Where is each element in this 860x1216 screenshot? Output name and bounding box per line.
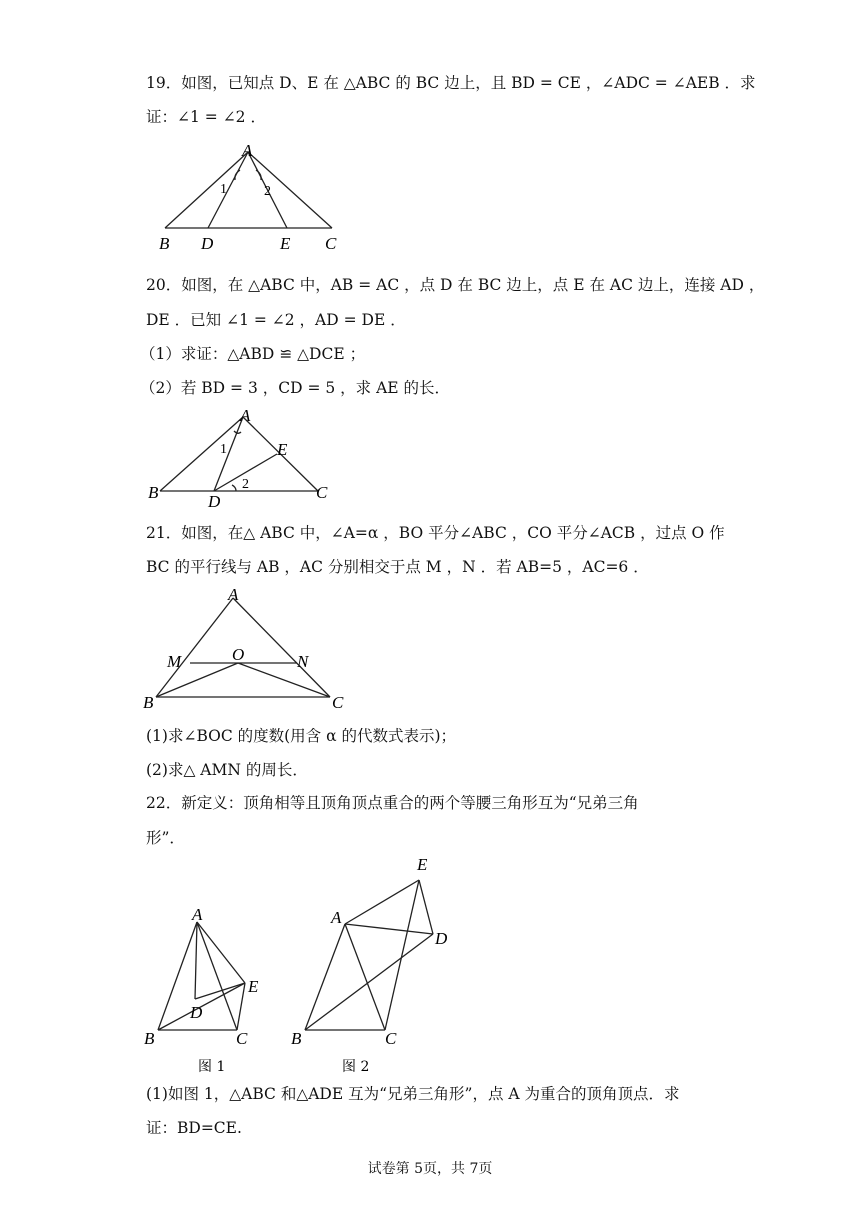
q22-fig2-label-c: C bbox=[385, 1029, 397, 1048]
q22-fig2-label-a: A bbox=[331, 908, 342, 927]
q19-label-a: A bbox=[242, 141, 253, 160]
q22-figure-1 bbox=[140, 900, 275, 1084]
q20-text-line1: 20．如图，在 △ABC 中，AB = AC ，点 D 在 BC 边上，点 E 在 AC 边上，连接 AD ， bbox=[146, 276, 765, 294]
q22-fig1-label-e: E bbox=[248, 977, 259, 996]
q22-fig1-caption: 图 1 bbox=[198, 1059, 226, 1075]
q21-text-line4: (2)求△ AMN 的周长． bbox=[146, 761, 308, 779]
q19-angle-1: 1 bbox=[220, 182, 227, 197]
q20-angle-2: 2 bbox=[242, 477, 249, 492]
q22-fig2-caption: 图 2 bbox=[342, 1059, 370, 1075]
q22-fig2-label-d: D bbox=[435, 929, 448, 948]
q19-label-b: B bbox=[159, 234, 170, 253]
q21-text-line2: BC 的平行线与 AB ，AC 分别相交于点 M ，N ．若 AB=5 ，AC=6 ． bbox=[146, 558, 649, 576]
q19-label-e: E bbox=[280, 234, 291, 253]
q19-label-c: C bbox=[325, 234, 337, 253]
q22-figure-2 bbox=[285, 850, 460, 1084]
q20-label-e: E bbox=[277, 440, 288, 459]
q20-label-c: C bbox=[316, 483, 328, 502]
q22-text-line1: 22．新定义：顶角相等且顶角顶点重合的两个等腰三角形互为“兄弟三角 bbox=[146, 794, 639, 812]
q22-fig2-label-e: E bbox=[417, 855, 428, 874]
q22-fig2-label-b: B bbox=[291, 1029, 302, 1048]
q19-figure bbox=[150, 140, 360, 259]
q20-angle-1: 1 bbox=[220, 442, 227, 457]
q22-fig1-label-c: C bbox=[236, 1029, 248, 1048]
q21-figure bbox=[140, 582, 355, 716]
q22-fig1-label-a: A bbox=[192, 905, 203, 924]
q20-text-line2: DE ．已知 ∠1 = ∠2 ，AD = DE ． bbox=[146, 311, 406, 329]
q20-label-b: B bbox=[148, 483, 159, 502]
q19-text-line2: 证：∠1 = ∠2 ． bbox=[146, 108, 266, 126]
page-footer: 试卷第 5页，共 7页 bbox=[367, 1161, 493, 1177]
q21-label-b: B bbox=[143, 693, 154, 712]
q22-text-line2: 形”． bbox=[146, 829, 185, 847]
q21-label-a: A bbox=[228, 585, 239, 604]
q21-text-line3: (1)求∠BOC 的度数(用含 α 的代数式表示)； bbox=[146, 727, 457, 745]
q20-label-a: A bbox=[240, 406, 251, 425]
q21-label-c: C bbox=[332, 693, 344, 712]
q22-text-line4: 证：BD=CE. bbox=[146, 1119, 242, 1137]
q21-label-o: O bbox=[232, 645, 245, 664]
q20-label-d: D bbox=[208, 492, 221, 511]
q22-text-line3: (1)如图 1，△ABC 和△ADE 互为“兄弟三角形”，点 A 为重合的顶角顶点．求 bbox=[146, 1085, 680, 1103]
q19-angle-2: 2 bbox=[264, 184, 271, 199]
q20-figure bbox=[140, 405, 340, 509]
q21-label-n: N bbox=[297, 652, 309, 671]
q20-text-line3: （1）求证：△ABD ≌ △DCE ； bbox=[140, 345, 366, 363]
q21-text-line1: 21．如图，在△ ABC 中，∠A=α ，BO 平分∠ABC ，CO 平分∠ACB ，过点 O 作 bbox=[146, 524, 725, 542]
q19-text-line1: 19．如图，已知点 D、E 在 △ABC 的 BC 边上，且 BD = CE ，∠ADC = ∠AEB ．求 bbox=[146, 74, 756, 92]
q21-label-m: M bbox=[167, 652, 182, 671]
q20-text-line4: （2）若 BD = 3 ，CD = 5 ，求 AE 的长． bbox=[140, 379, 451, 397]
q22-fig1-label-b: B bbox=[144, 1029, 155, 1048]
q19-label-d: D bbox=[201, 234, 214, 253]
q22-fig1-label-d: D bbox=[190, 1003, 203, 1022]
